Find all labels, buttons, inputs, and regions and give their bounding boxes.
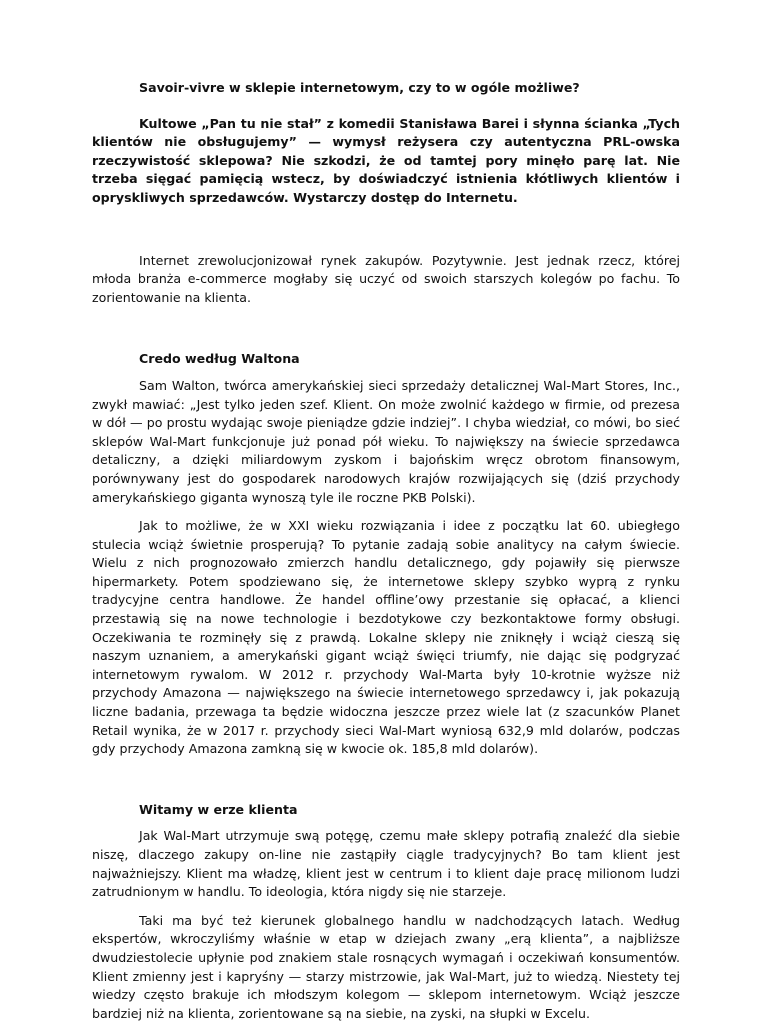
body-paragraph: Sam Walton, twórca amerykańskiej sieci sprzedaży detalicznej Wal-Mart Stores, Inc., zwykł mawiać: „Jest tylko jeden szef. Klient. On może zwolnić każdego w firmie, od prezesa w dół — po prostu wydając swoje pieniądze gdzie indziej”. I chyba wiedział, co mówi, bo sieć sklepów Wal-Mart funkcjonuje już ponad pół wieku. To największy na świecie sprzedawca detaliczny, a dzięki miliardowym zyskom i bajońskim wręcz obrotom finansowym, porównywany jest do gospodarek narodowych krajów rozwijających się (dziś przychody amerykańskiego giganta wynoszą tyle ile roczne PKB Polski). — [92, 377, 680, 505]
lead-paragraph: Kultowe „Pan tu nie stał” z komedii Stanisława Barei i słynna ścianka „Tych klientów nie obsługujemy” — wymysł reżysera czy autentyczna PRL-owska rzeczywistość sklepowa? Nie szkodzi, że od tamtej pory minęło parę lat. Nie trzeba sięgać pamięcią wstecz, by doświadczyć istnienia kłótliwych klientów i opryskliwych sprzedawców. Wystarczy dostęp do Internetu. — [92, 115, 680, 205]
body-paragraph: Jak to możliwe, że w XXI wieku rozwiązania i idee z początku lat 60. ubiegłego stulecia wciąż świetnie prosperują? To pytanie zadają sobie analitycy na całym świecie. Wielu z nich prognozowało zmierzch handlu detalicznego, gdy pojawiły się pierwsze hipermarkety. Potem spodziewano się, że internetowe sklepy szybko wyprą z rynku tradycyjne centra handlowe. Że handel offline’owy przestanie się opłacać, a klienci przestawią się na nowe technologie i bezdotykowe czy bezkontaktowe formy obsługi. Oczekiwania te rozminęły się z prawdą. Lokalne sklepy nie zniknęły i wciąż cieszą się naszym uznaniem, a amerykański gigant wciąż święci triumfy, nie dając się podgryzać internetowym rywalom. W 2012 r. przychody Wal-Marta były 10-krotnie wyższe niż przychody Amazona — największego na świecie internetowego sprzedawcy i, jak pokazują liczne badania, przewaga ta będzie widoczna jeszcze przez wiele lat (z szacunków Planet Retail wynika, że w 2017 r. przychody sieci Wal-Mart wyniosą 632,9 mld dolarów, podczas gdy przychody Amazona zamkną się w kwocie ok. 185,8 mld dolarów). — [92, 518, 680, 757]
body-paragraph: Jak Wal-Mart utrzymuje swą potęgę, czemu małe sklepy potrafią znaleźć dla siebie niszę, dlaczego zakupy on-line nie zastąpiły ciągle tradycyjnych? Bo tam klient jest najważniejszy. Klient ma władzę, klient jest w centrum i to klient daje pracę milionom ludzi zatrudnionym w handlu. To ideologia, która nigdy się nie starzeje. — [92, 828, 680, 900]
section-credo — [92, 350, 680, 758]
section-heading: Credo według Waltona — [139, 351, 300, 367]
section-era-klienta — [92, 801, 680, 1023]
document-page — [92, 79, 680, 1023]
intro-paragraph: Internet zrewolucjonizował rynek zakupów. Pozytywnie. Jest jednak rzecz, której młoda branża e-commerce mogłaby się uczyć od swoich starszych kolegów po fachu. To zorientowanie na klienta. — [92, 252, 680, 305]
document-title: Savoir-vivre w sklepie internetowym, czy to w ogóle możliwe? — [139, 80, 580, 95]
body-paragraph: Taki ma być też kierunek globalnego handlu w nadchodzących latach. Według ekspertów, wkroczyliśmy właśnie w etap w dziejach zwany „erą klienta”, a najbliższe dwudziestolecie upłynie pod znakiem stale rosnących wymagań i oczekiwań konsumentów. Klient zmienny jest i kapryśny — starzy mistrzowie, jak Wal-Mart, już to wiedzą. Niestety tej wiedzy często brakuje ich młodszym kolegom — sklepom internetowym. Wciąż jeszcze bardziej niż na klienta, zorientowane są na siebie, na zyski, na słupki w Excelu. — [92, 912, 680, 1021]
section-heading: Witamy w erze klienta — [139, 801, 298, 817]
